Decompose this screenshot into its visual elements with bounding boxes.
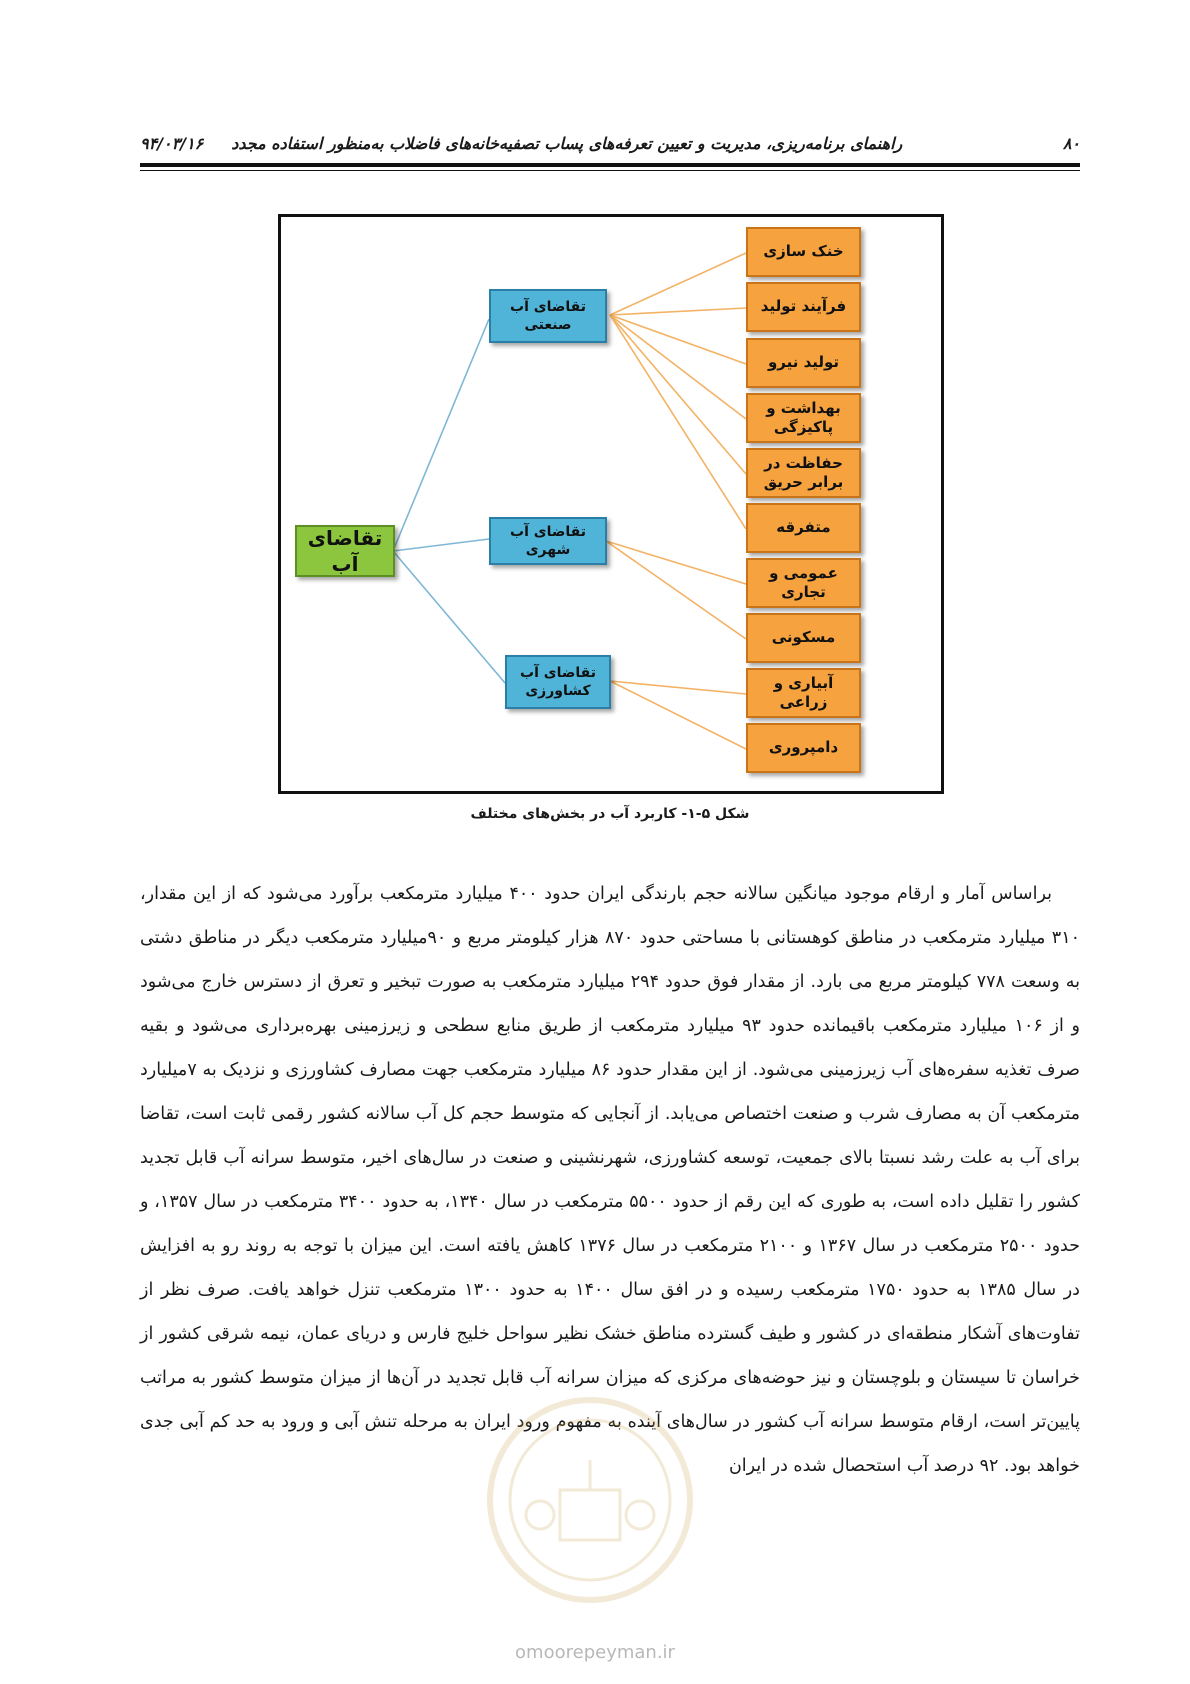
leaf-node-label: حفاظت در برابر حریق bbox=[763, 453, 844, 491]
header-rule-thin bbox=[140, 170, 1080, 171]
leaf-node-miscellaneous bbox=[746, 503, 861, 553]
leaf-node-label: فرآیند تولید bbox=[760, 297, 847, 316]
document-code: ۹۴/۰۳/۱۶ bbox=[140, 133, 204, 153]
leaf-node-cooling bbox=[746, 227, 861, 277]
leaf-node-label: متفرقه bbox=[776, 518, 831, 537]
leaf-node-livestock bbox=[746, 723, 861, 773]
branch-node-urban-label: تقاضای آب شهری bbox=[510, 523, 586, 558]
leaf-node-residential bbox=[746, 613, 861, 663]
branch-node-industrial-label: تقاضای آب صنعتی bbox=[510, 298, 586, 333]
page-number: ۸۰ bbox=[1062, 133, 1080, 153]
connector-root-industrial bbox=[393, 319, 489, 551]
branch-node-agriculture bbox=[505, 655, 611, 709]
figure-caption: شکل ۵-۱- کاربرد آب در بخش‌های مختلف bbox=[470, 806, 750, 822]
header-title-group bbox=[140, 134, 902, 153]
watermark-seal-icon bbox=[480, 1390, 700, 1610]
leaf-node-power-generation bbox=[746, 338, 861, 388]
water-demand-diagram bbox=[278, 214, 944, 794]
page-header bbox=[140, 128, 1080, 158]
branch-node-agriculture-label: تقاضای آب کشاورزی bbox=[520, 664, 596, 699]
leaf-node-label: مسکونی bbox=[771, 628, 836, 647]
root-node bbox=[295, 525, 395, 577]
leaf-node-label: عمومی و تجاری bbox=[769, 563, 838, 601]
leaf-node-label: تولید نیرو bbox=[767, 353, 840, 372]
watermark-url: omoorepeyman.ir bbox=[515, 1642, 675, 1663]
leaf-node-public-commercial bbox=[746, 558, 861, 608]
document-title: راهنمای برنامه‌ریزی، مدیریت و تعیین تعرفه‌های پساب تصفیه‌خانه‌های فاضلاب به‌منظور استفاده مجدد bbox=[231, 133, 903, 153]
root-node-label: تقاضای آب bbox=[307, 526, 383, 576]
leaf-node-label: آبیاری و زراعی bbox=[773, 673, 834, 711]
branch-node-urban bbox=[489, 517, 607, 565]
leaf-node-fire-protection bbox=[746, 448, 861, 498]
leaf-node-production-process bbox=[746, 282, 861, 332]
connector-root-agriculture bbox=[393, 551, 505, 683]
header-rule-thick bbox=[140, 163, 1080, 167]
leaf-node-label: دامپروری bbox=[768, 738, 839, 757]
body-paragraph-text: براساس آمار و ارقام موجود میانگین سالانه حجم بارندگی ایران حدود ۴۰۰ میلیارد مترمکعب برآورد می‌شود که از این مقدار، ۳۱۰ میلیارد مترمکعب در مناطق کوهستانی با مساحتی حدود ۸۷۰ هزار کیلومتر مربع و ۹۰میلیارد مترمکعب دیگر در مناطق دشتی به وسعت ۷۷۸ کیلومتر مربع می بارد. از مقدار فوق حدود ۲۹۴ میلیارد مترمکعب به صورت تبخیر و تعرق از دسترس خارج می‌شود و از ۱۰۶ میلیارد مترمکعب باقیمانده حدود ۹۳ میلیارد مترمکعب از طریق منابع سطحی و زیرزمینی بهره‌برداری می‌شود و بقیه صرف تغذیه سفره‌های آب زیرزمینی می‌شود. از این مقدار حدود ۸۶ میلیارد مترمکعب جهت مصارف کشاورزی و نزدیک به ۷میلیارد مترمکعب آن به مصارف شرب و صنعت اختصاص می‌یابد. از آنجایی که متوسط حجم کل آب سالانه کشور رقمی ثابت است، تقاضا برای آب به علت رشد نسبتا بالای جمعیت، توسعه کشاورزی، شهرنشینی و صنعت در سال‌های اخیر، متوسط سرانه آب قابل تجدید کشور را تقلیل داده است، به طوری که این رقم از حدود ۵۵۰۰ مترمکعب در سال ۱۳۴۰، به حدود ۳۴۰۰ مترمکعب در سال ۱۳۵۷، و حدود ۲۵۰۰ مترمکعب در سال ۱۳۶۷ و ۲۱۰۰ مترمکعب در سال ۱۳۷۶ کاهش یافته است. این میزان با توجه به روند رو به افزایش در سال ۱۳۸۵ به حدود ۱۷۵۰ مترمکعب رسیده و در افق سال ۱۴۰۰ به حدود ۱۳۰۰ مترمکعب تنزل خواهد یافت. صرف نظر از تفاوت‌های آشکار منطقه‌ای در کشور و طیف گسترده مناطق خشک نظیر سواحل خلیج فارس و دریای عمان، نیمه شرقی کشور از خراسان تا سیستان و بلوچستان و نیز حوضه‌های مرکزی که میزان سرانه آب قابل تجدید در آن‌ها از میزان متوسط کشور به مراتب پایین‌تر است، ارقام متوسط سرانه آب کشور در سال‌های آینده به مفهوم ورود ایران به مرحله تنش آبی و ورود به حد کم آبی جدی خواهد بود. ۹۲ درصد آب استحصال شده در ایران bbox=[140, 884, 1081, 1476]
connector-root-urban bbox=[393, 539, 489, 551]
leaf-node-label: بهداشت و پاکیزگی bbox=[766, 398, 841, 436]
branch-node-industrial bbox=[489, 289, 607, 343]
leaf-node-label: خنک سازی bbox=[763, 242, 844, 261]
leaf-node-irrigation bbox=[746, 668, 861, 718]
leaf-node-sanitation bbox=[746, 393, 861, 443]
